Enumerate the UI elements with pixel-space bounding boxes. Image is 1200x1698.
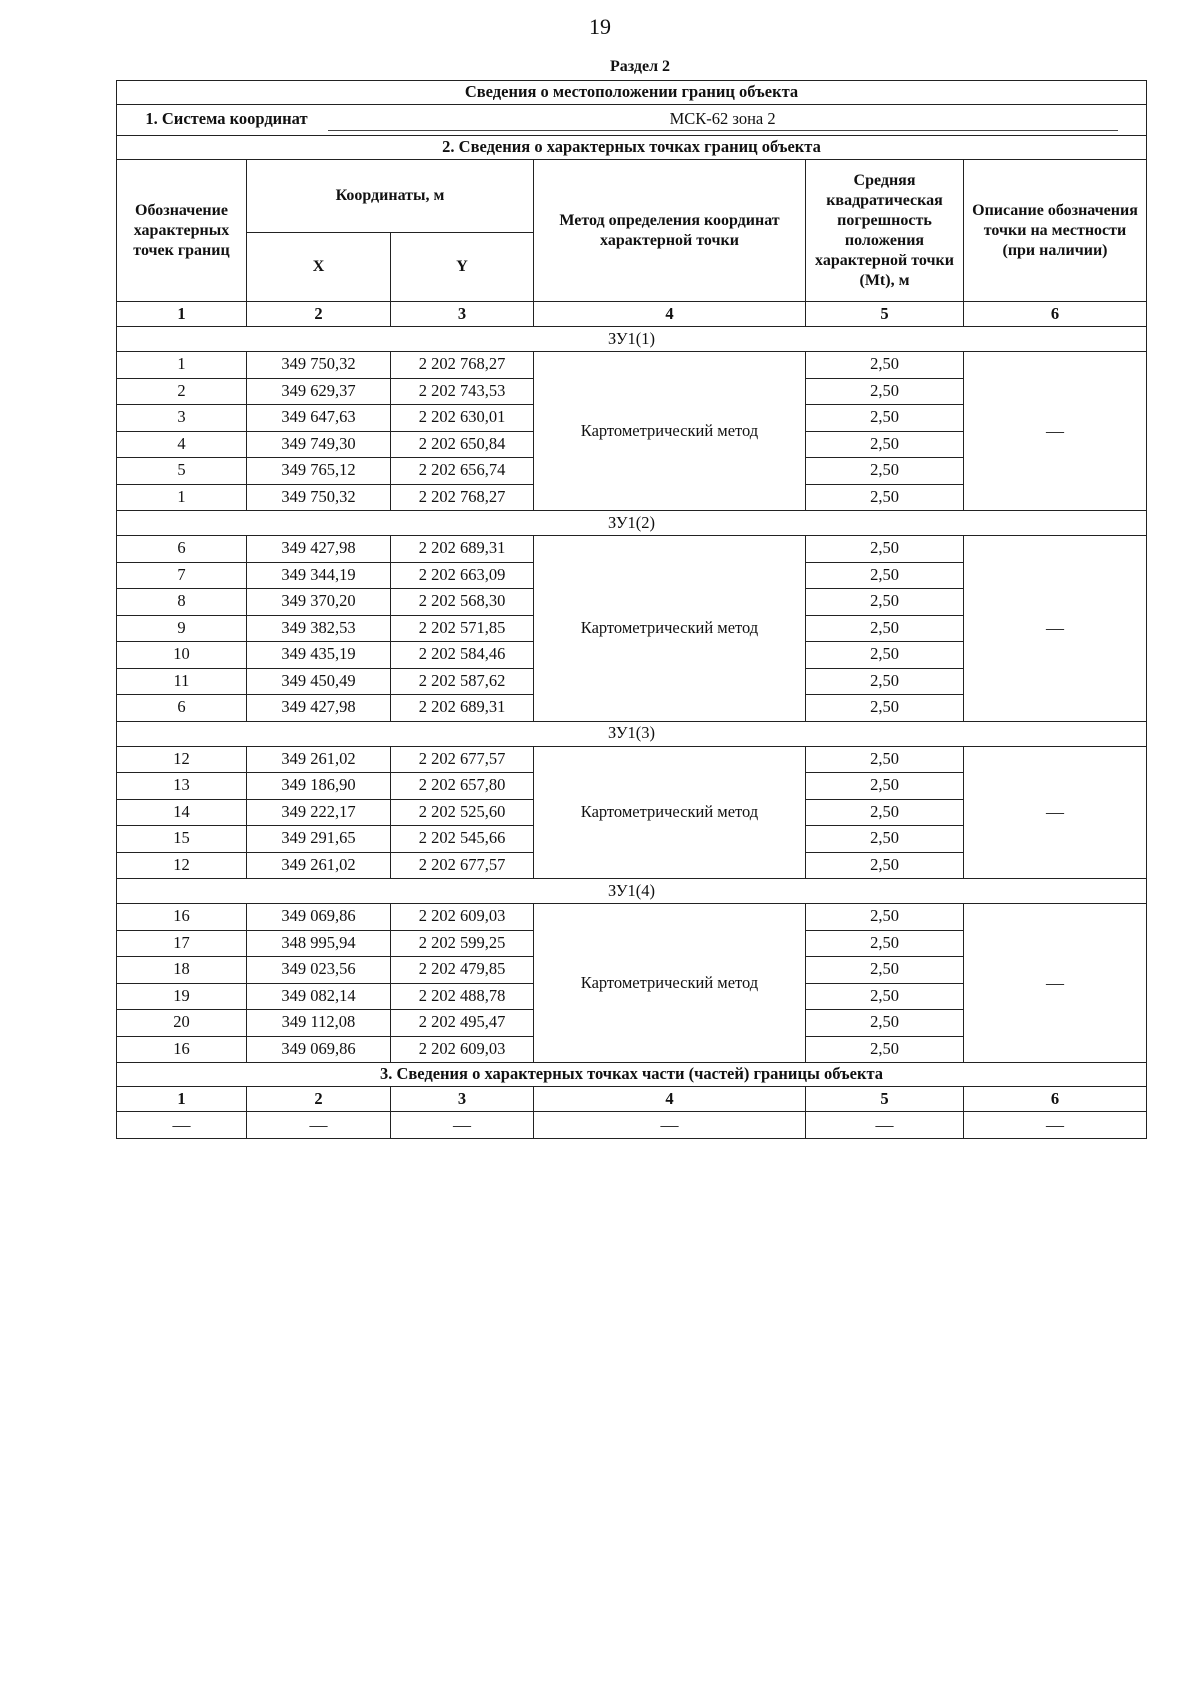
coord-x: 349 186,90	[247, 773, 391, 800]
point-number: 1	[117, 484, 247, 511]
col-number: 3	[391, 1087, 534, 1112]
method-cell: Картометрический метод	[534, 746, 806, 879]
col-number: 3	[391, 302, 534, 327]
group-name: ЗУ1(3)	[117, 721, 1147, 746]
col-number: 2	[247, 1087, 391, 1112]
table-row	[117, 904, 1147, 931]
error-value: 2,50	[806, 852, 964, 879]
point-number: 9	[117, 615, 247, 642]
error-value: 2,50	[806, 746, 964, 773]
error-value: 2,50	[806, 484, 964, 511]
header-y: Y	[391, 233, 534, 302]
point-number: 2	[117, 378, 247, 405]
point-number: 20	[117, 1010, 247, 1037]
coord-x: 349 222,17	[247, 799, 391, 826]
coord-x: 349 344,19	[247, 562, 391, 589]
col-number: 4	[534, 1087, 806, 1112]
error-value: 2,50	[806, 1010, 964, 1037]
coord-x: 349 629,37	[247, 378, 391, 405]
empty-cell: —	[534, 1112, 806, 1139]
coord-x: 349 082,14	[247, 983, 391, 1010]
description-cell: —	[964, 904, 1147, 1063]
coord-x: 349 261,02	[247, 746, 391, 773]
group-row	[117, 879, 1147, 904]
point-number: 16	[117, 1036, 247, 1063]
point-number: 14	[117, 799, 247, 826]
subsection3-col-numbers	[117, 1087, 1147, 1112]
section-label: Раздел 2	[609, 58, 671, 75]
coord-y: 2 202 630,01	[391, 405, 534, 432]
coord-x: 349 749,30	[247, 431, 391, 458]
coord-x: 349 750,32	[247, 352, 391, 379]
coord-x: 349 647,63	[247, 405, 391, 432]
coord-y: 2 202 743,53	[391, 378, 534, 405]
col-number: 5	[806, 1087, 964, 1112]
point-number: 3	[117, 405, 247, 432]
group-name: ЗУ1(1)	[117, 327, 1147, 352]
coord-y: 2 202 650,84	[391, 431, 534, 458]
point-number: 10	[117, 642, 247, 669]
error-value: 2,50	[806, 431, 964, 458]
coord-x: 349 427,98	[247, 695, 391, 722]
col-number: 1	[117, 1087, 247, 1112]
method-cell: Картометрический метод	[534, 536, 806, 722]
coord-y: 2 202 609,03	[391, 1036, 534, 1063]
error-value: 2,50	[806, 773, 964, 800]
coord-y: 2 202 656,74	[391, 458, 534, 485]
error-value: 2,50	[806, 458, 964, 485]
coord-x: 349 069,86	[247, 1036, 391, 1063]
description-cell: —	[964, 746, 1147, 879]
col-number: 6	[964, 1087, 1147, 1112]
empty-cell: —	[964, 1112, 1147, 1139]
point-number: 4	[117, 431, 247, 458]
header-error: Средняя квадратическая погрешность положения характерной точки (Mt), м	[806, 160, 964, 302]
col-number: 4	[534, 302, 806, 327]
coord-y: 2 202 599,25	[391, 930, 534, 957]
coord-y: 2 202 568,30	[391, 589, 534, 616]
error-value: 2,50	[806, 352, 964, 379]
coord-y: 2 202 677,57	[391, 746, 534, 773]
error-value: 2,50	[806, 983, 964, 1010]
page-number: 19	[589, 14, 611, 39]
coord-y: 2 202 545,66	[391, 826, 534, 853]
coord-y: 2 202 663,09	[391, 562, 534, 589]
point-number: 18	[117, 957, 247, 984]
error-value: 2,50	[806, 826, 964, 853]
coord-y: 2 202 479,85	[391, 957, 534, 984]
error-value: 2,50	[806, 642, 964, 669]
coord-x: 349 023,56	[247, 957, 391, 984]
coord-x: 348 995,94	[247, 930, 391, 957]
header-method: Метод определения координат характерной точки	[534, 160, 806, 302]
point-number: 12	[117, 852, 247, 879]
error-value: 2,50	[806, 1036, 964, 1063]
point-number: 19	[117, 983, 247, 1010]
coord-x: 349 765,12	[247, 458, 391, 485]
description-cell: —	[964, 536, 1147, 722]
point-number: 13	[117, 773, 247, 800]
error-value: 2,50	[806, 378, 964, 405]
coord-x: 349 069,86	[247, 904, 391, 931]
error-value: 2,50	[806, 957, 964, 984]
empty-cell: —	[247, 1112, 391, 1139]
group-row	[117, 721, 1147, 746]
coord-y: 2 202 584,46	[391, 642, 534, 669]
point-number: 16	[117, 904, 247, 931]
point-number: 12	[117, 746, 247, 773]
coord-system-label: 1. Система координат	[145, 108, 308, 128]
coord-y: 2 202 768,27	[391, 352, 534, 379]
point-number: 11	[117, 668, 247, 695]
error-value: 2,50	[806, 799, 964, 826]
coord-y: 2 202 677,57	[391, 852, 534, 879]
header-designation: Обозначение характерных точек границ	[117, 160, 247, 302]
error-value: 2,50	[806, 562, 964, 589]
coord-system-row	[117, 105, 1147, 136]
coord-x: 349 435,19	[247, 642, 391, 669]
coord-y: 2 202 657,80	[391, 773, 534, 800]
header-description: Описание обозначения точки на местности (при наличии)	[964, 160, 1147, 302]
empty-cell: —	[806, 1112, 964, 1139]
group-row	[117, 327, 1147, 352]
error-value: 2,50	[806, 930, 964, 957]
error-value: 2,50	[806, 536, 964, 563]
header-x: X	[247, 233, 391, 302]
coord-x: 349 370,20	[247, 589, 391, 616]
coord-x: 349 291,65	[247, 826, 391, 853]
error-value: 2,50	[806, 615, 964, 642]
col-number: 2	[247, 302, 391, 327]
subsection3-data-row	[117, 1112, 1147, 1139]
boundary-table	[116, 80, 1147, 1139]
error-value: 2,50	[806, 695, 964, 722]
col-number: 1	[117, 302, 247, 327]
table-row	[117, 352, 1147, 379]
coord-x: 349 382,53	[247, 615, 391, 642]
point-number: 7	[117, 562, 247, 589]
coord-x: 349 261,02	[247, 852, 391, 879]
method-cell: Картометрический метод	[534, 904, 806, 1063]
point-number: 6	[117, 536, 247, 563]
error-value: 2,50	[806, 668, 964, 695]
point-number: 6	[117, 695, 247, 722]
table-title: Сведения о местоположении границ объекта	[117, 81, 1147, 105]
coord-system-value: МСК-62 зона 2	[328, 109, 1118, 132]
table-row	[117, 536, 1147, 563]
point-number: 5	[117, 458, 247, 485]
table-row	[117, 746, 1147, 773]
coord-y: 2 202 609,03	[391, 904, 534, 931]
col-number: 6	[964, 302, 1147, 327]
coord-y: 2 202 495,47	[391, 1010, 534, 1037]
group-name: ЗУ1(4)	[117, 879, 1147, 904]
coord-y: 2 202 571,85	[391, 615, 534, 642]
point-number: 15	[117, 826, 247, 853]
point-number: 8	[117, 589, 247, 616]
subsection3-row	[117, 1063, 1147, 1087]
empty-cell: —	[117, 1112, 247, 1139]
subsection2-title: 2. Сведения о характерных точках границ объекта	[117, 136, 1147, 160]
empty-cell: —	[391, 1112, 534, 1139]
subsection3-title: 3. Сведения о характерных точках части (частей) границы объекта	[117, 1063, 1147, 1087]
coord-y: 2 202 488,78	[391, 983, 534, 1010]
point-number: 1	[117, 352, 247, 379]
header-coords: Координаты, м	[247, 160, 534, 233]
description-cell: —	[964, 352, 1147, 511]
coord-x: 349 427,98	[247, 536, 391, 563]
coord-y: 2 202 525,60	[391, 799, 534, 826]
error-value: 2,50	[806, 589, 964, 616]
error-value: 2,50	[806, 904, 964, 931]
coord-x: 349 750,32	[247, 484, 391, 511]
group-name: ЗУ1(2)	[117, 511, 1147, 536]
coord-x: 349 450,49	[247, 668, 391, 695]
coord-y: 2 202 768,27	[391, 484, 534, 511]
coord-y: 2 202 689,31	[391, 536, 534, 563]
error-value: 2,50	[806, 405, 964, 432]
point-number: 17	[117, 930, 247, 957]
method-cell: Картометрический метод	[534, 352, 806, 511]
coord-y: 2 202 689,31	[391, 695, 534, 722]
col-number: 5	[806, 302, 964, 327]
group-row	[117, 511, 1147, 536]
coord-x: 349 112,08	[247, 1010, 391, 1037]
coord-y: 2 202 587,62	[391, 668, 534, 695]
